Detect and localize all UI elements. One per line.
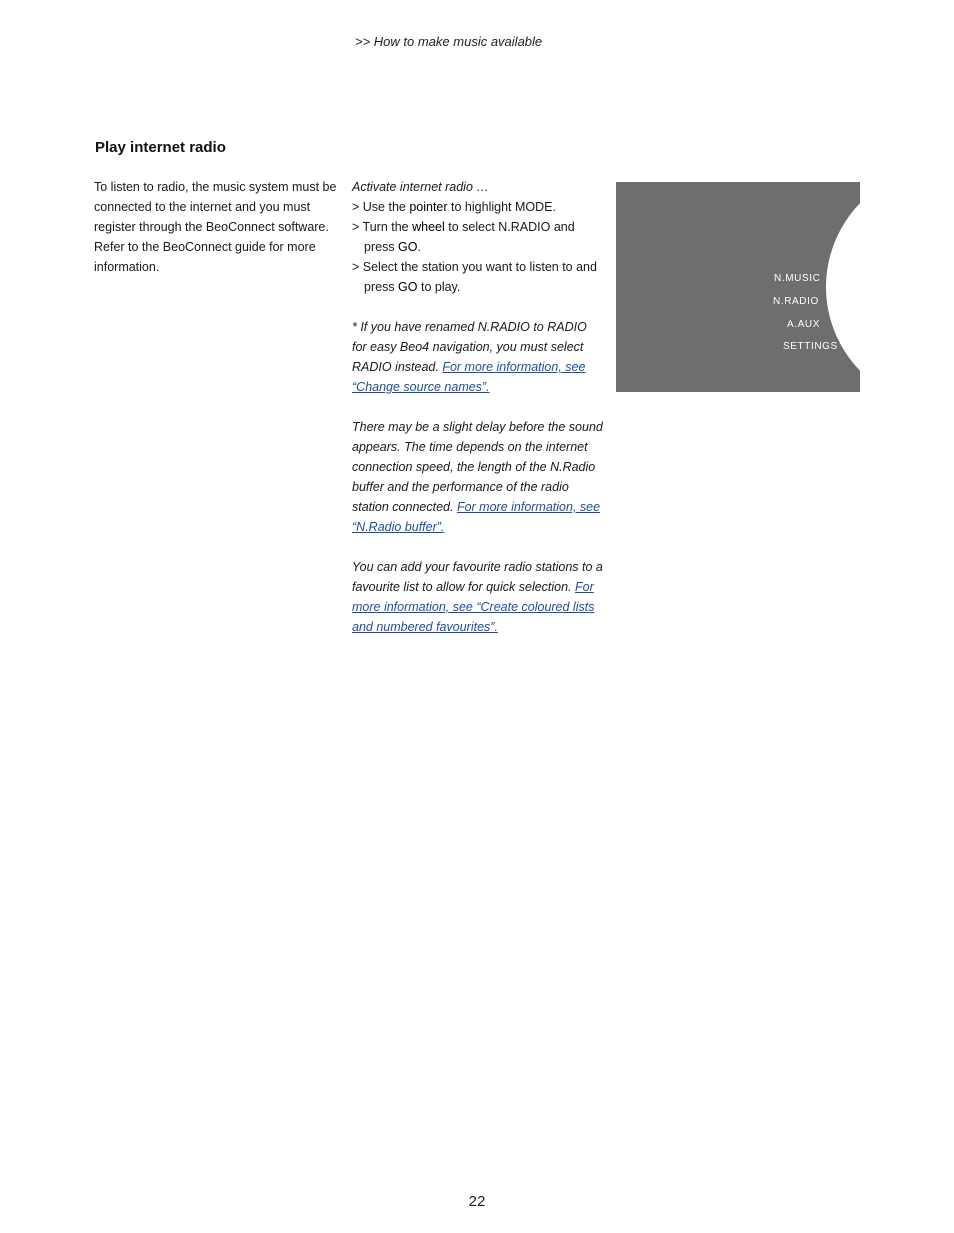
intro-paragraph: To listen to radio, the music system must be connected to the internet and you must register through the BeoConnect software. Refer to the BeoConnect guide for more information. (94, 180, 337, 274)
note-favourites-text: You can add your favourite radio stations to a favourite list to allow for quick selection. (352, 560, 603, 594)
step-3 (352, 257, 604, 297)
wheel-arc-graphic (616, 182, 860, 392)
link-create-coloured-lists[interactable]: For more information, see “Create coloured lists and numbered favourites”. (352, 580, 595, 634)
step-2-prefix: > Turn the (352, 220, 413, 234)
menu-item-n-music: N.MUSIC (774, 273, 821, 284)
note-delay-text: There may be a slight delay before the sound appears. The time depends on the internet connection speed, the length of the N.Radio buffer and the performance of the radio station connected. (352, 420, 603, 514)
step-2-suffix: . (417, 240, 421, 254)
instructions-column (352, 177, 604, 637)
menu-item-settings: SETTINGS (783, 341, 838, 352)
step-1-key: pointer (409, 200, 448, 214)
link-nradio-buffer[interactable]: For more information, see “N.Radio buffer”. (352, 500, 601, 534)
note-rename (352, 317, 604, 397)
display-menu-illustration (616, 182, 860, 392)
step-2-middle: to select N.RADIO and press (364, 220, 575, 254)
menu-item-a-aux: A.AUX (787, 319, 821, 330)
page-number: 22 (468, 1193, 486, 1210)
note-favourites (352, 557, 604, 637)
menu-item-n-radio: N.RADIO (773, 296, 819, 307)
step-3-key: GO (398, 280, 418, 294)
section-title: Play internet radio (95, 139, 226, 156)
link-change-source-names[interactable]: For more information, see “Change source names”. (352, 360, 586, 394)
wheel-shape (826, 182, 860, 392)
step-2 (352, 217, 604, 257)
breadcrumb: >> How to make music available (355, 34, 543, 49)
note-delay (352, 417, 604, 537)
note-rename-text: * If you have renamed N.RADIO to RADIO for easy Beo4 navigation, you must select RADIO instead. (352, 320, 587, 374)
step-1-prefix: > Use the (352, 200, 410, 214)
step-3-suffix: to play. (417, 280, 461, 294)
step-2-key: wheel (412, 220, 445, 234)
step-1-suffix: to highlight MODE. (447, 200, 556, 214)
step-1 (352, 197, 604, 217)
step-3-prefix: > Select the station you want to listen to and press (352, 260, 597, 294)
instructions-lead: Activate internet radio … (352, 180, 489, 194)
step-2-key2: GO (398, 240, 418, 254)
